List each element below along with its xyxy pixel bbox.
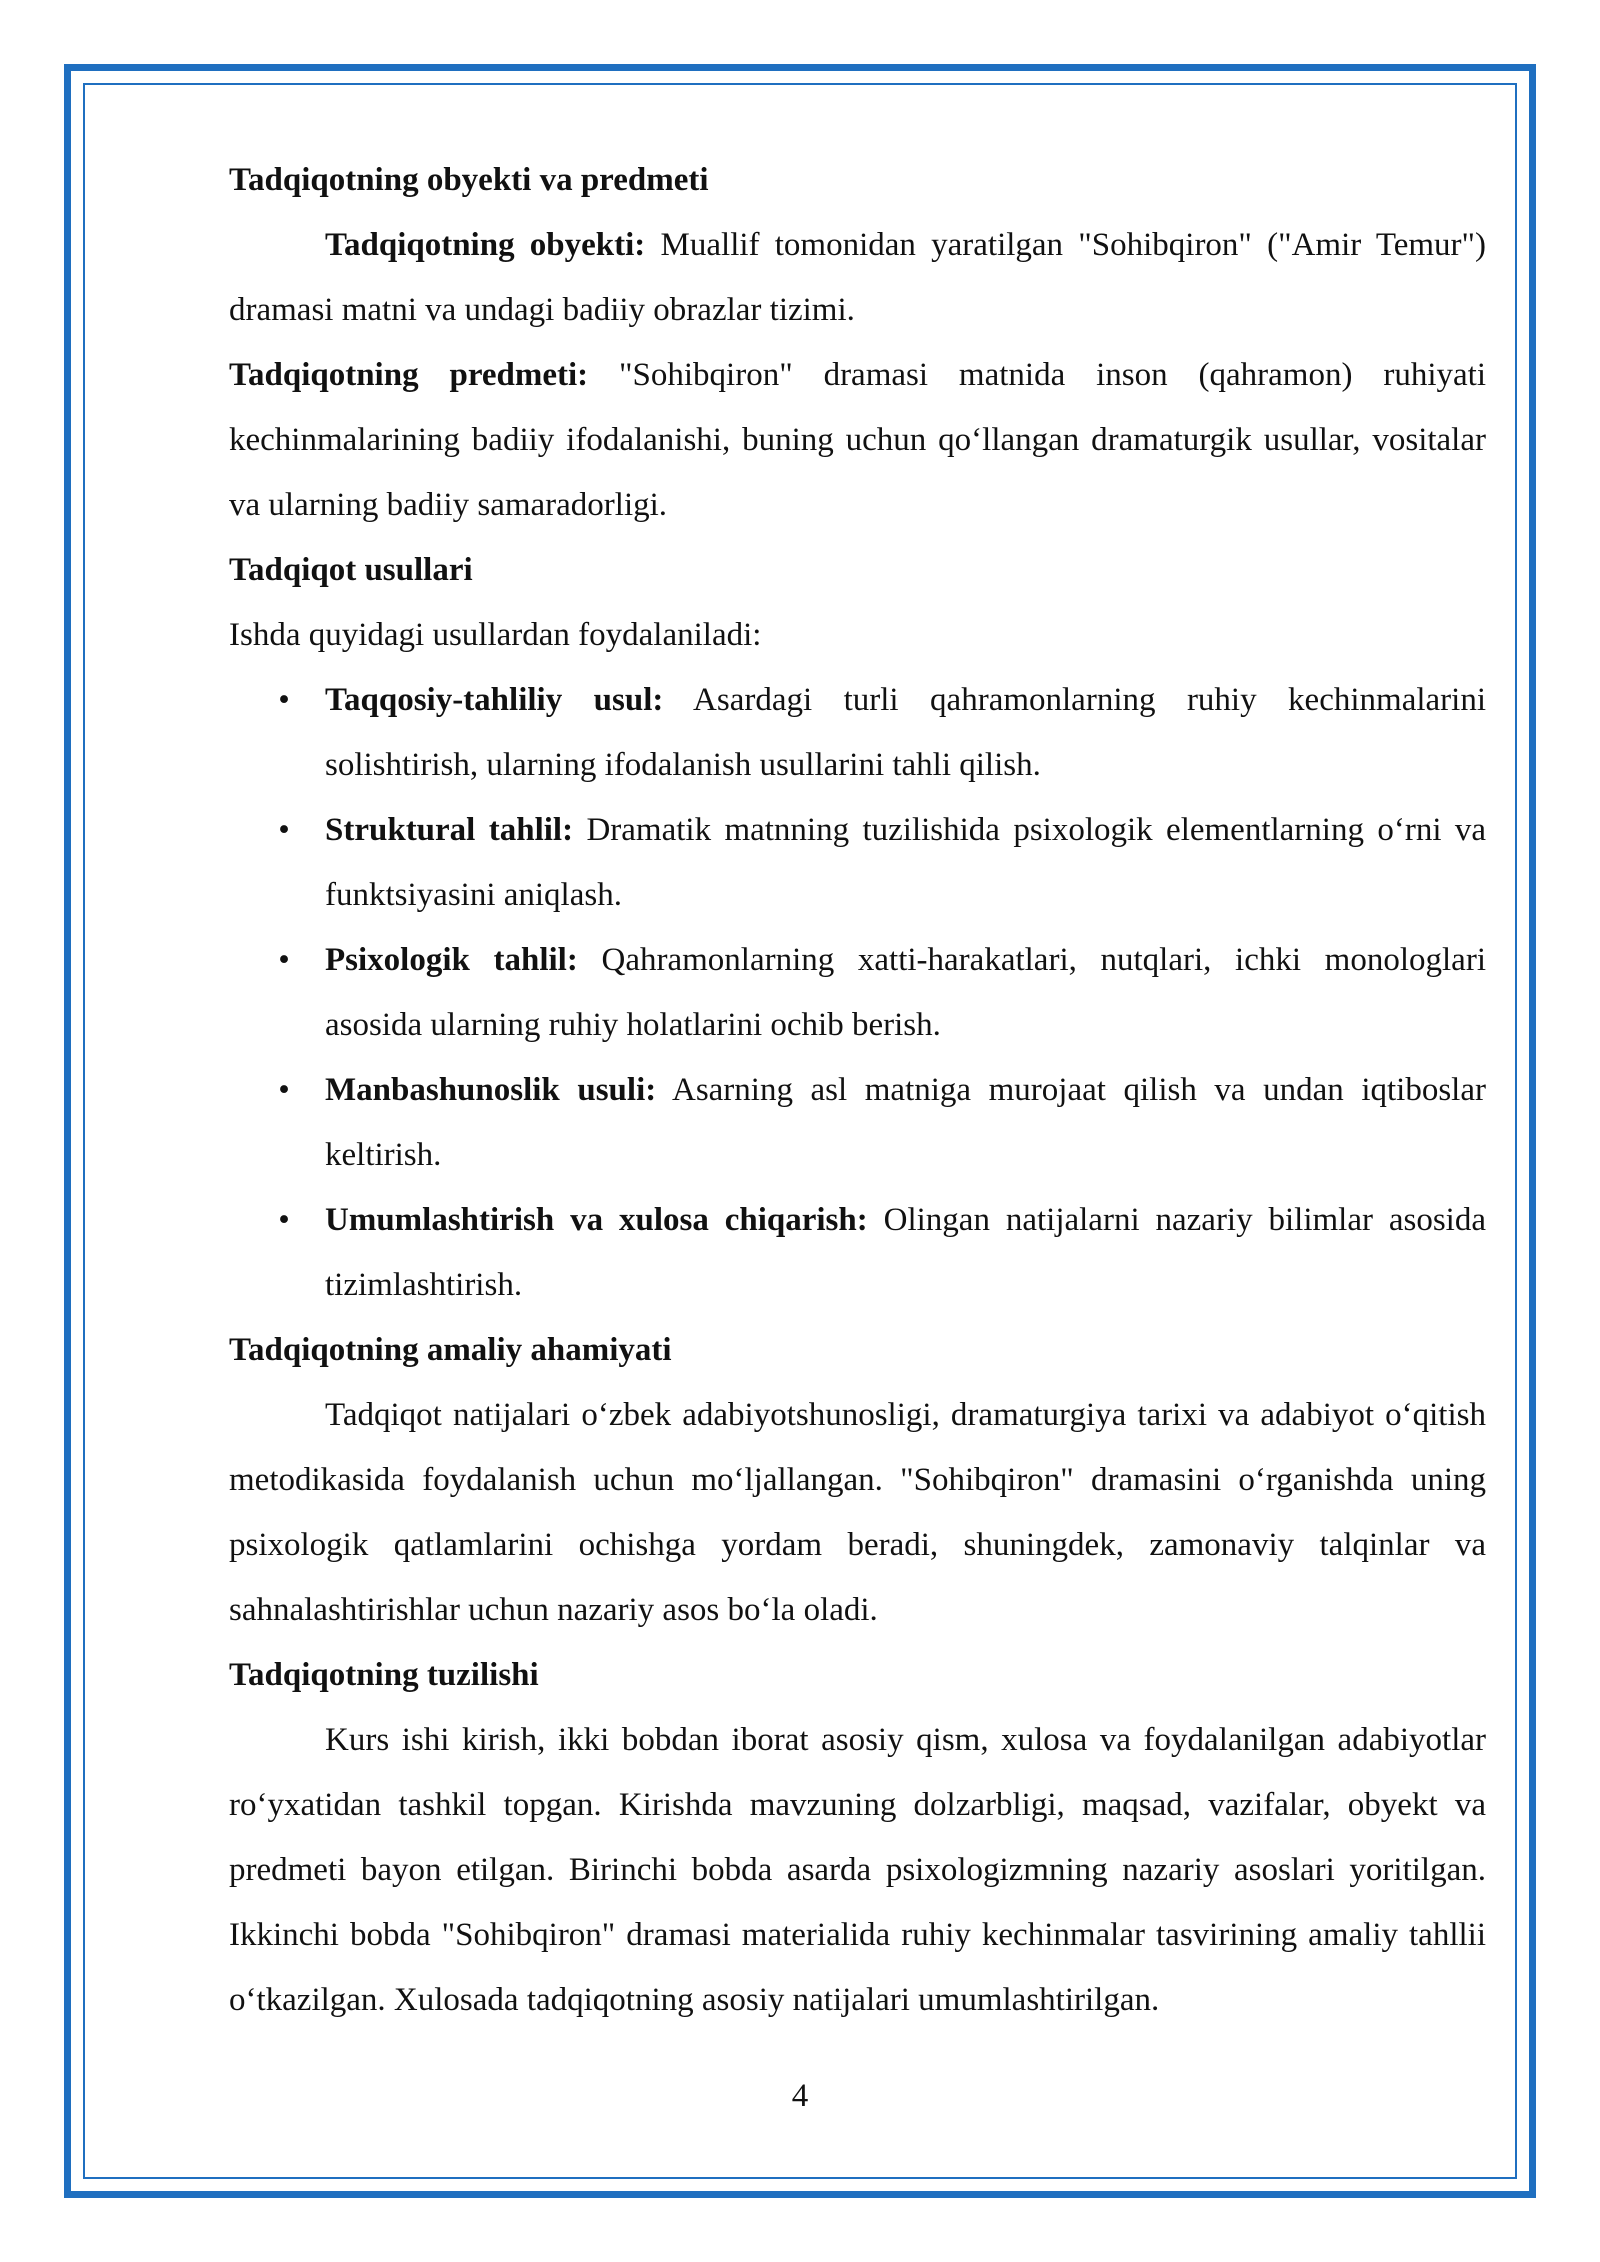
method-item — [229, 1188, 1486, 1318]
structure-paragraph: Kurs ishi kirish, ikki bobdan iborat asosiy qism, xulosa va foydalanilgan adabiyotlar ro‘yxatidan tashkil topgan. Kirishda mavzuning dolzarbligi, maqsad, vazifalar, obyekt va predmeti bayon etilgan. Birinchi bobda asarda psixologizmning nazariy asoslari yoritilgan. Ikkinchi bobda "Sohibqiron" dramasi materialida ruhiy kechinmalar tasvirining amaliy tahllii o‘tkazilgan. Xulosada tadqiqotning asosiy natijalari umumlashtirilgan. — [229, 1722, 1486, 2018]
object-label: Tadqiqotning obyekti: — [325, 227, 646, 263]
practical-heading: Tadqiqotning amaliy ahamiyati — [229, 1332, 672, 1368]
methods-heading: Tadqiqot usullari — [229, 552, 473, 588]
method-label: Psixologik tahlil: — [325, 942, 578, 978]
method-item — [229, 798, 1486, 928]
object-paragraph — [229, 213, 1486, 343]
subject-paragraph — [229, 343, 1486, 538]
methods-intro: Ishda quyidagi usullardan foydalaniladi: — [229, 617, 762, 653]
method-text: Dramatik matnning tuzilishida psixologik elementlarning o‘rni va funktsiyasini aniqlash. — [325, 812, 1487, 913]
method-label: Taqqosiy-tahliliy usul: — [325, 682, 664, 718]
structure-heading: Tadqiqotning tuzilishi — [229, 1657, 539, 1693]
subject-text: "Sohibqiron" dramasi matnida inson (qahramon) ruhiyati kechinmalarining badiiy ifodalanishi, buning uchun qo‘llangan dramaturgik usullar, vositalar va ularning badiiy samaradorligi. — [229, 357, 1486, 523]
method-label: Manbashunoslik usuli: — [325, 1072, 657, 1108]
object-text: Muallif tomonidan yaratilgan "Sohibqiron" ("Amir Temur") dramasi matni va undagi badiiy obrazlar tizimi. — [229, 227, 1486, 328]
method-label: Umumlashtirish va xulosa chiqarish: — [325, 1202, 868, 1238]
methods-list — [229, 668, 1486, 1318]
method-item — [229, 1058, 1486, 1188]
method-text: Olingan natijalarni nazariy bilimlar asosida tizimlashtirish. — [325, 1202, 1486, 1303]
method-label: Struktural tahlil: — [325, 812, 574, 848]
object-subject-heading: Tadqiqotning obyekti va predmeti — [229, 162, 709, 198]
bullet-icon: • — [278, 1202, 290, 1238]
method-text: Qahramonlarning xatti-harakatlari, nutqlari, ichki monologlari asosida ularning ruhiy holatlarini ochib berish. — [325, 942, 1486, 1043]
bullet-icon: • — [278, 942, 290, 978]
practical-paragraph: Tadqiqot natijalari o‘zbek adabiyotshunosligi, dramaturgiya tarixi va adabiyot o‘qitish metodikasida foydalanish uchun mo‘ljallangan. "Sohibqiron" dramasini o‘rganishda uning psixologik qatlamlarini ochishga yordam beradi, shuningdek, zamonaviy talqinlar va sahnalashtirishlar uchun nazariy asos bo‘la oladi. — [229, 1397, 1486, 1628]
subject-label: Tadqiqotning predmeti: — [229, 357, 589, 393]
bullet-icon: • — [278, 812, 290, 848]
page-content — [229, 148, 1486, 2033]
method-item — [229, 928, 1486, 1058]
page-number: 4 — [791, 2078, 809, 2114]
method-text: Asarning asl matniga murojaat qilish va undan iqtiboslar keltirish. — [325, 1072, 1486, 1173]
method-item — [229, 668, 1486, 798]
method-text: Asardagi turli qahramonlarning ruhiy kechinmalarini solishtirish, ularning ifodalanish usullarini tahli qilish. — [325, 682, 1486, 783]
bullet-icon: • — [278, 1072, 290, 1108]
bullet-icon: • — [278, 682, 290, 718]
